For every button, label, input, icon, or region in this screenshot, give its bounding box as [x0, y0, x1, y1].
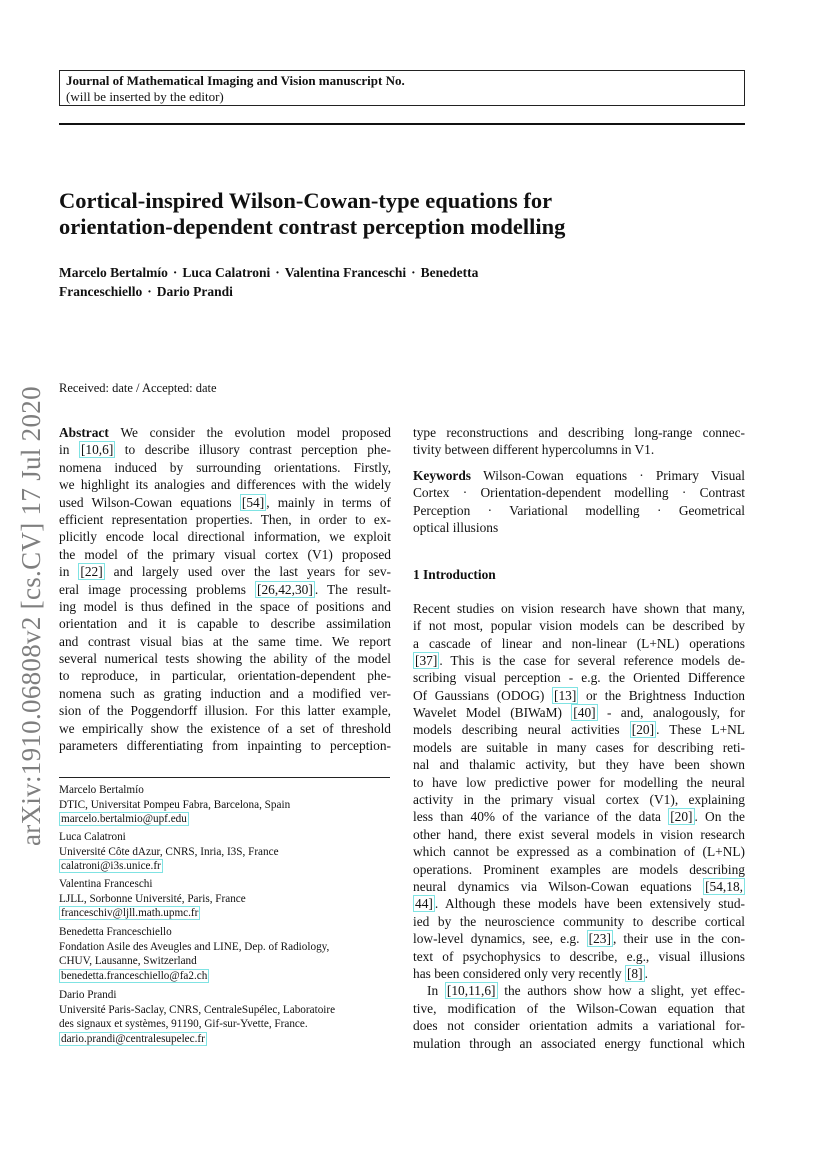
text-run: and contrast visual bias at the same time. We report [59, 633, 391, 649]
keywords-label: Keywords [413, 467, 484, 483]
text-run: scribing visual perception - e.g. the Oriented Difference [413, 670, 745, 686]
text-line [59, 511, 391, 528]
header-rule [59, 123, 745, 125]
text-run: Of Gaussians (ODOG) [413, 687, 552, 703]
text-run: . [644, 965, 648, 981]
affiliation-block [59, 830, 399, 874]
abstract-label: Abstract [59, 425, 121, 440]
text-run: , their use in the con- [612, 931, 745, 947]
citation-link[interactable]: [26,42,30] [257, 581, 313, 597]
text-line [413, 635, 745, 652]
email-link[interactable]: benedetta.franceschiello@fa2.ch [61, 969, 208, 982]
text-run: low-level dynamics, see, e.g. [413, 931, 587, 947]
text-line [59, 615, 391, 632]
arxiv-stamp: arXiv:1910.06808v2 [cs.CV] 17 Jul 2020 [16, 386, 46, 846]
text-run: several numerical tests showing the ability of the model [59, 651, 391, 667]
text-run: ied by the neuroscience community to describe cortical [413, 913, 745, 929]
text-run: plicitly encode local directional information, we exploit [59, 529, 391, 545]
text-line [413, 600, 745, 617]
text-run: if not most, popular vision models can be described by [413, 618, 745, 634]
author-name: Marcelo Bertalmío [59, 265, 168, 280]
text-line [413, 519, 745, 536]
text-line [59, 633, 391, 650]
text-run: Wilson-Cowan equations · Primary Visual [483, 467, 746, 483]
affiliation-author: Valentina Franceschi [59, 878, 153, 890]
text-line [59, 424, 391, 441]
text-run: optical illusions [413, 519, 499, 535]
text-run: parameters differentiating from inpainting to perception- [59, 738, 391, 754]
text-line [59, 563, 391, 580]
citation-link[interactable]: [10,6] [80, 442, 114, 458]
affiliation-block [59, 988, 399, 1046]
text-run: in [59, 564, 79, 580]
text-run: . The result- [314, 581, 392, 597]
affiliation-author: Marcelo Bertalmío [59, 784, 144, 796]
author-separator: · [411, 265, 416, 280]
citation-link[interactable]: [54] [241, 494, 265, 510]
citation-link[interactable]: [8] [626, 965, 643, 981]
citation-link[interactable]: [10,11,6] [446, 983, 496, 999]
citation-link[interactable]: [22] [80, 564, 103, 580]
text-line [59, 528, 391, 545]
author-name-part: Benedetta [420, 265, 479, 280]
text-line [413, 930, 745, 947]
affiliation-block [59, 783, 399, 827]
text-run: does not consider orientation admits a variational for- [413, 1018, 745, 1034]
affiliation-address: Université Paris-Saclay, CNRS, CentraleSupélec, Laboratoire [59, 1003, 336, 1016]
author-list [59, 263, 659, 301]
affiliation-block [59, 925, 399, 983]
footnote-rule [59, 777, 390, 778]
journal-header-box [59, 70, 745, 106]
text-run: , mainly in terms of [266, 494, 391, 510]
text-line [59, 459, 391, 476]
received-date: Received: date / Accepted: date [59, 381, 217, 395]
text-line [413, 687, 745, 704]
text-run: to describe illusory contrast perception phe- [115, 442, 391, 458]
text-line [413, 791, 745, 808]
text-line [413, 739, 745, 756]
affiliation-address: CHUV, Lausanne, Switzerland [59, 955, 197, 968]
text-run: ing model is thus defined in the space of positions and [59, 598, 391, 614]
author-separator: · [147, 284, 152, 299]
text-run: tivity between different hypercolumns in V1. [413, 442, 655, 458]
text-line [59, 737, 391, 754]
text-run: less than 40% of the variance of the data [413, 809, 669, 825]
author-name: Valentina Franceschi [284, 265, 407, 280]
affiliation-author: Luca Calatroni [59, 831, 126, 843]
citation-link[interactable]: [20] [670, 809, 693, 825]
section-heading-introduction: 1 Introduction [413, 567, 496, 583]
text-run: models are suitable in many cases for describing reti- [413, 739, 745, 755]
text-run: type reconstructions and describing long-range connec- [413, 425, 745, 440]
text-line [413, 774, 745, 791]
text-line [413, 826, 745, 843]
text-line [413, 948, 745, 965]
affiliation-block [59, 877, 399, 921]
editor-note: (will be inserted by the editor) [66, 89, 224, 104]
text-line [413, 1000, 745, 1017]
journal-name: Journal of Mathematical Imaging and Vision manuscript No. [66, 73, 405, 88]
text-run: used Wilson-Cowan equations [59, 494, 240, 510]
affiliation-author: Benedetta Franceschiello [59, 926, 172, 938]
text-run: sion of the Poggendorff illusion. For this latter example, [59, 703, 391, 719]
text-line [413, 982, 745, 999]
text-run: activity in the primary visual cortex (V1), explaining [413, 792, 745, 808]
text-line [413, 502, 745, 519]
text-line [59, 685, 391, 702]
text-line [413, 861, 745, 878]
email-link[interactable]: franceschiv@ljll.math.upmc.fr [61, 907, 199, 920]
text-run: we empirically show the existence of a set of threshold [59, 720, 391, 736]
text-line [59, 546, 391, 563]
text-line [413, 441, 745, 458]
text-run: the authors show how a slight, yet effec- [497, 983, 745, 999]
text-run: and largely used over the last years for sev- [104, 564, 391, 580]
text-run: nomena induced by surrounding orientations. Firstly, [59, 459, 391, 475]
right-column [413, 424, 745, 1052]
citation-link[interactable]: [13] [553, 687, 577, 703]
text-run: mulation through an associated energy functional which [413, 1035, 745, 1051]
text-run: - and, analogously, for [597, 705, 745, 721]
affiliation-address: Université Côte dAzur, CNRS, Inria, I3S, France [59, 845, 279, 858]
text-run: models describing neural activities [413, 722, 630, 738]
affiliation-address: des signaux et systèmes, 91190, Gif-sur-Yvette, France. [59, 1018, 308, 1031]
text-run: Cortex · Orientation-dependent modelling · Contrast [413, 485, 745, 501]
text-line [59, 441, 391, 458]
affiliation-address: LJLL, Sorbonne Université, Paris, France [59, 892, 246, 905]
text-line [413, 467, 745, 484]
abstract-column [59, 424, 391, 754]
text-run: to reproduce, in particular, orientation-dependent phe- [59, 668, 391, 684]
text-run: has been considered only very recently [413, 965, 625, 981]
title-line: orientation-dependent contrast perception modelling [59, 214, 566, 239]
citation-link[interactable]: [23] [588, 931, 611, 947]
text-line [413, 721, 745, 738]
author-separator: · [172, 265, 178, 280]
text-run: operations. Prominent examples are models describing [413, 861, 745, 877]
affiliation-address: Fondation Asile des Aveugles and LINE, Dep. of Radiology, [59, 940, 330, 953]
text-run: efficient representation properties. Then, in order to ex- [59, 511, 391, 527]
citation-link[interactable]: [37] [415, 652, 438, 668]
text-run: which cannot be expressed as a combination of (L+NL) [413, 844, 745, 860]
text-run: Perception · Variational modelling · Geometrical [413, 502, 745, 518]
citation-link[interactable]: [20] [631, 722, 655, 738]
text-line [413, 965, 745, 982]
text-run: . On the [694, 809, 745, 825]
text-run: in [59, 442, 79, 458]
text-run: text of psychophysics to describe, e.g., visual illusions [413, 948, 745, 964]
email-link[interactable]: marcelo.bertalmio@upf.edu [61, 813, 187, 826]
text-run: a cascade of linear and non-linear (L+NL) operations [413, 635, 745, 651]
text-run: nal and thalamic activity, but they have been shown [413, 757, 745, 773]
intro-paragraph [413, 982, 745, 1052]
abstract-continuation [413, 424, 745, 459]
text-run: eral image processing problems [59, 581, 256, 597]
text-run: neural dynamics via Wilson-Cowan equations [413, 879, 704, 894]
author-name: Dario Prandi [156, 284, 233, 299]
text-run: . Although these models have been extensively stud- [434, 896, 745, 912]
text-line [413, 808, 745, 825]
affiliation-author: Dario Prandi [59, 989, 117, 1001]
text-line [413, 704, 745, 721]
text-run: . These L+NL [656, 722, 745, 738]
author-separator: · [275, 265, 280, 280]
text-line [413, 484, 745, 501]
email-link[interactable]: dario.prandi@centralesupelec.fr [61, 1032, 205, 1045]
text-run: In [427, 983, 445, 999]
text-line [413, 1017, 745, 1034]
text-line [413, 652, 745, 669]
text-line [413, 913, 745, 930]
affiliation-address: DTIC, Universitat Pompeu Fabra, Barcelona, Spain [59, 798, 291, 811]
text-line [59, 598, 391, 615]
text-line [413, 617, 745, 634]
text-run: or the Brightness Induction [578, 687, 746, 703]
text-run: we highlight its analogies and differences with the widely [59, 477, 391, 493]
text-line [59, 494, 391, 511]
text-run: to have low predictive power for modelling the neural [413, 774, 745, 790]
keywords [413, 467, 745, 537]
text-line [59, 650, 391, 667]
text-line [413, 424, 745, 441]
text-run: orientation and it is capable to describe assimilation [59, 616, 391, 632]
text-line [59, 581, 391, 598]
text-line [413, 895, 745, 912]
text-run: the model of the primary visual cortex (V1) proposed [59, 546, 391, 562]
text-line [59, 476, 391, 493]
text-line [413, 1035, 745, 1052]
text-line [413, 756, 745, 773]
text-line [413, 669, 745, 686]
citation-link[interactable]: [40] [573, 705, 596, 721]
citation-link[interactable]: 44] [415, 896, 433, 912]
text-line [413, 843, 745, 860]
text-line [59, 667, 391, 684]
citation-link[interactable]: [54,18, [705, 879, 743, 894]
text-run: Recent studies on vision research have shown that many, [413, 600, 745, 616]
text-line [59, 720, 391, 737]
author-name-part: Franceschiello [59, 284, 143, 299]
text-line [413, 878, 745, 895]
text-run: We consider the evolution model proposed [120, 425, 391, 440]
text-run: . This is the case for several reference models de- [439, 652, 745, 668]
abstract-body [59, 424, 391, 754]
email-link[interactable]: calatroni@i3s.unice.fr [61, 860, 161, 873]
text-run: Wavelet Model (BIWaM) [413, 705, 572, 721]
intro-paragraph [413, 600, 745, 983]
text-line [59, 702, 391, 719]
text-run: nomena such as grating induction and a modified ver- [59, 685, 391, 701]
text-run: other hand, there exist several models in vision research [413, 826, 745, 842]
text-run: tive, modification of the Wilson-Cowan equation that [413, 1000, 745, 1016]
author-name: Luca Calatroni [182, 265, 271, 280]
paper-title [59, 188, 749, 240]
title-line: Cortical-inspired Wilson-Cowan-type equations for [59, 188, 553, 213]
